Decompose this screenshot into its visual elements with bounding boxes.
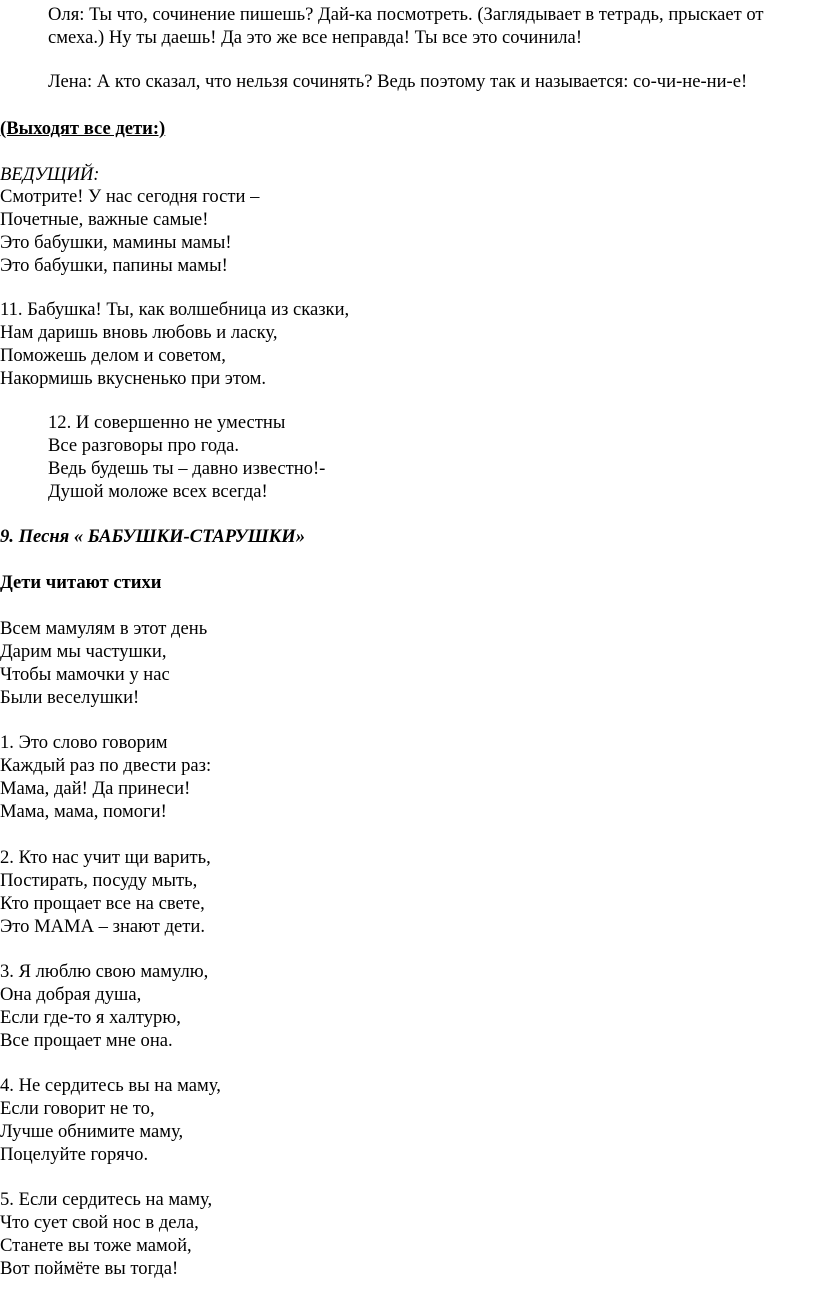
olya-line-1: Оля: Ты что, сочинение пишешь? Дай-ка посмотреть. (Заглядывает в тетрадь, прыскает от bbox=[48, 4, 764, 25]
verse12-line: Душой моложе всех всегда! bbox=[48, 481, 268, 502]
poem2-line: Постирать, посуду мыть, bbox=[0, 870, 198, 891]
chastushki-line: Всем мамулям в этот день bbox=[0, 618, 208, 639]
verse11-line: 11. Бабушка! Ты, как волшебница из сказки, bbox=[0, 299, 350, 320]
host-line: Почетные, важные самые! bbox=[0, 209, 209, 230]
poem5-line: 5. Если сердитесь на маму, bbox=[0, 1189, 213, 1210]
poem5-line: Вот поймёте вы тогда! bbox=[0, 1258, 179, 1279]
poems-heading: Дети читают стихи bbox=[0, 572, 162, 593]
chastushki-line: Были веселушки! bbox=[0, 687, 140, 708]
lena-line-1: Лена: А кто сказал, что нельзя сочинять? Ведь поэтому так и называется: со-чи-не-ни-е! bbox=[48, 71, 748, 92]
stage-direction: (Выходят все дети:) bbox=[0, 118, 166, 139]
poem2-line: Кто прощает все на свете, bbox=[0, 893, 205, 914]
poem2-line: Это МАМА – знают дети. bbox=[0, 916, 206, 937]
verse12-line: Ведь будешь ты – давно известно!- bbox=[48, 458, 326, 479]
poem1-line: Мама, дай! Да принеси! bbox=[0, 778, 191, 799]
chastushki-line: Чтобы мамочки у нас bbox=[0, 664, 170, 685]
host-line: Смотрите! У нас сегодня гости – bbox=[0, 186, 260, 207]
poem3-line: Она добрая душа, bbox=[0, 984, 142, 1005]
poem3-line: 3. Я люблю свою мамулю, bbox=[0, 961, 209, 982]
poem4-line: Поцелуйте горячо. bbox=[0, 1144, 149, 1165]
poem5-line: Станете вы тоже мамой, bbox=[0, 1235, 192, 1256]
verse11-line: Нам даришь вновь любовь и ласку, bbox=[0, 322, 278, 343]
song-title: 9. Песня « БАБУШКИ-СТАРУШКИ» bbox=[0, 526, 306, 547]
poem1-line: Каждый раз по двести раз: bbox=[0, 755, 212, 776]
poem3-line: Все прощает мне она. bbox=[0, 1030, 173, 1051]
chastushki-line: Дарим мы частушки, bbox=[0, 641, 167, 662]
poem4-line: Лучше обнимите маму, bbox=[0, 1121, 184, 1142]
host-line: Это бабушки, папины мамы! bbox=[0, 255, 228, 276]
host-line: Это бабушки, мамины мамы! bbox=[0, 232, 232, 253]
poem5-line: Что сует свой нос в дела, bbox=[0, 1212, 199, 1233]
verse12-line: Все разговоры про года. bbox=[48, 435, 240, 456]
olya-line-2: смеха.) Ну ты даешь! Да это же все неправда! Ты все это сочинила! bbox=[48, 27, 583, 48]
poem1-line: 1. Это слово говорим bbox=[0, 732, 168, 753]
poem2-line: 2. Кто нас учит щи варить, bbox=[0, 847, 211, 868]
verse11-line: Накормишь вкусненько при этом. bbox=[0, 368, 267, 389]
verse12-line: 12. И совершенно не уместны bbox=[48, 412, 286, 433]
poem3-line: Если где-то я халтурю, bbox=[0, 1007, 181, 1028]
verse11-line: Поможешь делом и советом, bbox=[0, 345, 226, 366]
poem4-line: 4. Не сердитесь вы на маму, bbox=[0, 1075, 221, 1096]
host-label: ВЕДУЩИЙ: bbox=[0, 164, 100, 185]
poem4-line: Если говорит не то, bbox=[0, 1098, 155, 1119]
poem1-line: Мама, мама, помоги! bbox=[0, 801, 167, 822]
